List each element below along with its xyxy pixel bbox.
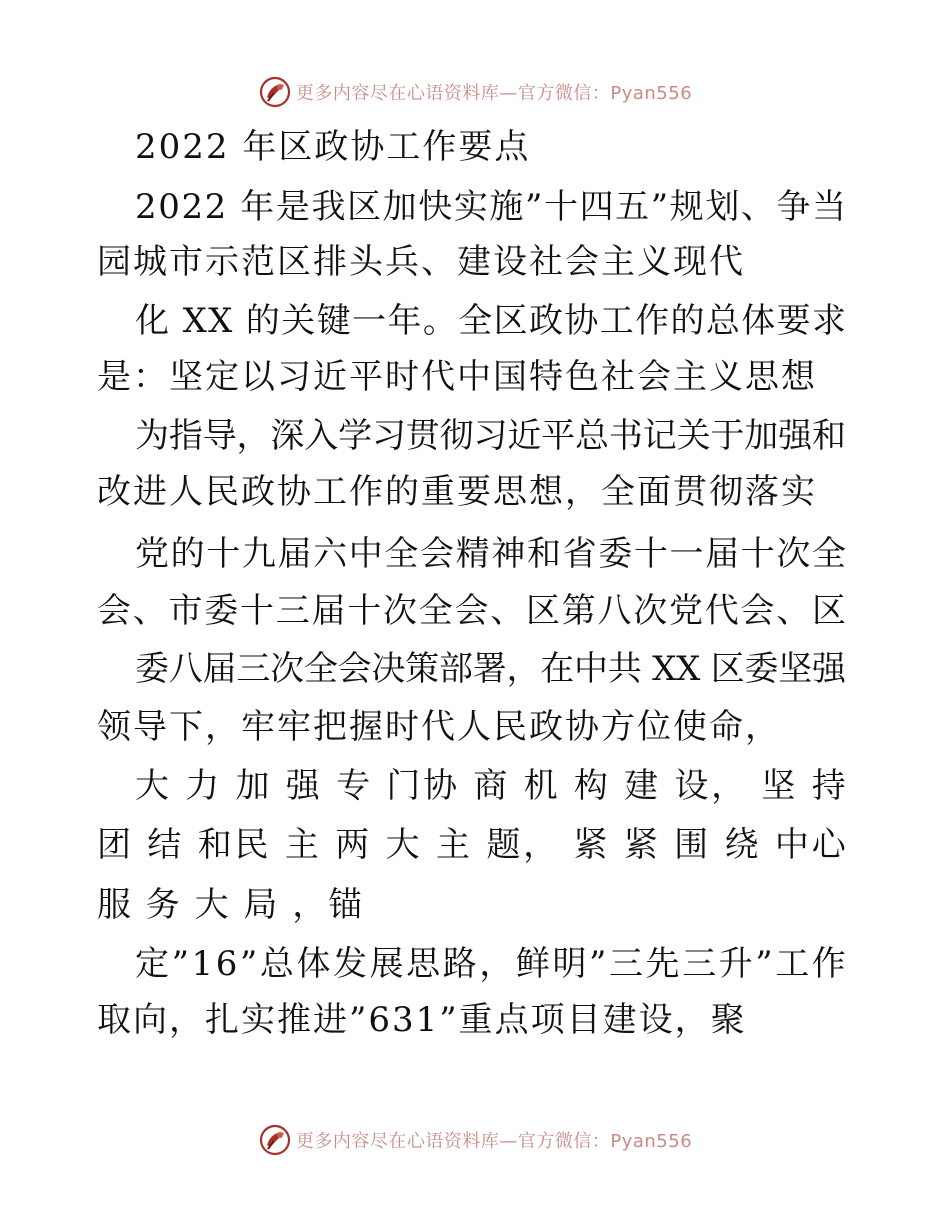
document-title: 2022 年区政协工作要点 — [135, 127, 531, 167]
rose-pen-logo-icon — [258, 75, 292, 109]
paragraph-line: 化 XX 的关键一年。全区政协工作的总体要求 — [135, 301, 848, 341]
paragraph-line: 服 务 大 局 ，锚 — [97, 885, 365, 925]
paragraph-line: 取向，扎实推进”631”重点项目建设，聚 — [97, 1000, 747, 1040]
paragraph-line: 是：坚定以习近平时代中国特色社会主义思想 — [97, 357, 817, 397]
rose-pen-logo-icon — [258, 1123, 292, 1157]
paragraph-line: 团 结 和民 主 两 大 主 题， 紧 紧 围 绕 中心 — [97, 825, 849, 865]
header-watermark — [0, 72, 950, 112]
paragraph-line: 为指导，深入学习贯彻习近平总书记关于加强和 — [135, 416, 846, 456]
watermark-text: 更多内容尽在心语资料库—官方微信：Pyan556 — [295, 83, 693, 104]
watermark-text: 更多内容尽在心语资料库—官方微信：Pyan556 — [295, 1131, 693, 1152]
paragraph-line: 会、市委十三届十次全会、区第八次党代会、区 — [97, 591, 848, 631]
paragraph-line: 委八届三次全会决策部署，在中共 XX 区委坚强 — [135, 649, 846, 689]
footer-watermark — [0, 1120, 950, 1160]
paragraph-line: 定”16”总体发展思路，鲜明”三先三升”工作 — [135, 944, 849, 984]
paragraph-line: 领导下，牢牢把握时代人民政协方位使命， — [97, 707, 781, 747]
paragraph-line: 改进人民政协工作的重要思想，全面贯彻落实 — [97, 472, 817, 512]
paragraph-line: 园城市示范区排头兵、建设社会主义现代 — [97, 242, 745, 282]
paragraph-line: 大 力 加 强 专 门协 商 机 构 建 设， 坚 持 — [135, 766, 849, 806]
paragraph-line: 2022 年是我区加快实施”十四五”规划、争当 — [135, 187, 848, 227]
paragraph-line: 党的十九届六中全会精神和省委十一届十次全 — [135, 534, 848, 574]
